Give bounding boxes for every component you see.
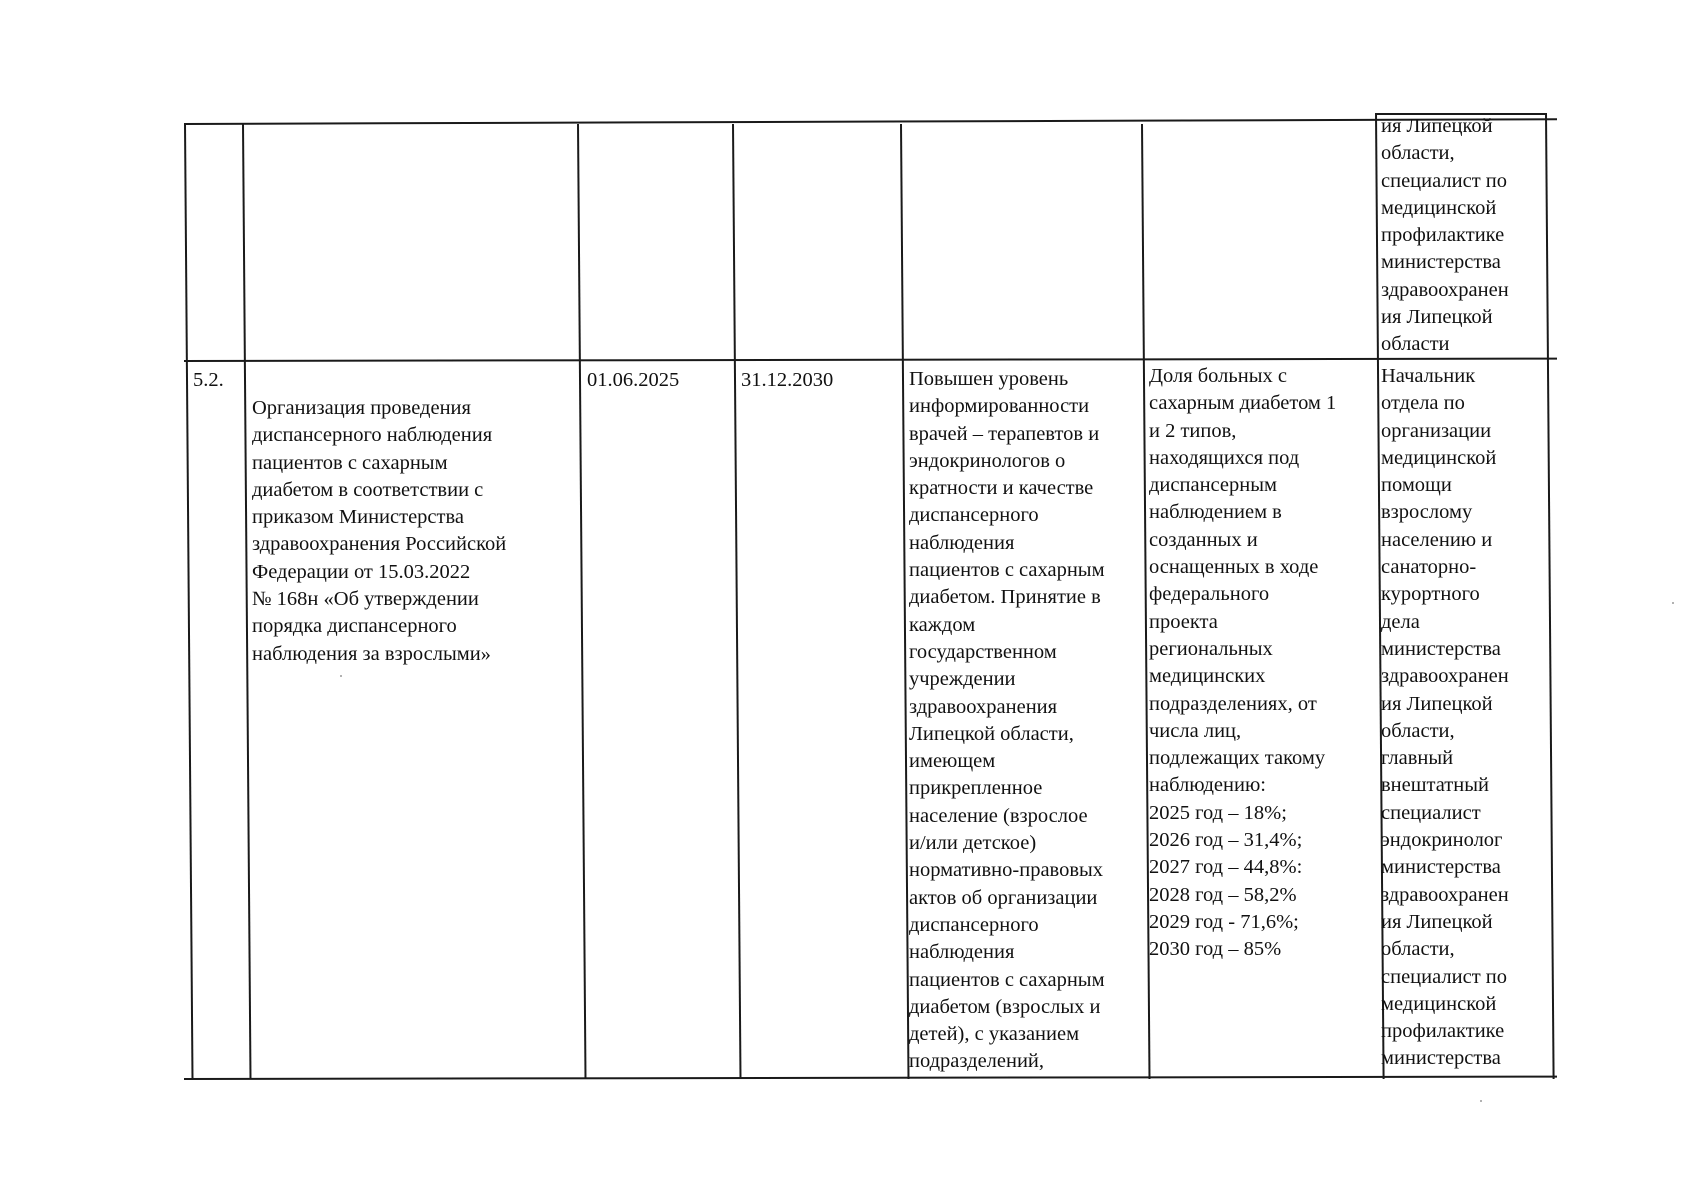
table-bottom-border bbox=[184, 1076, 1557, 1080]
indicator-text: Доля больных с сахарным диабетом 1 и 2 типов, находящихся под диспансерным наблюдением в созданных и оснащенных в ходе федерального проекта региональных медицинских подразделениях, от числа лиц, подлежащих такому наблюдению: 2025 год – 18%; 2026 год – 31,4%; 2027 год – 44,8%: 2028 год – 58,2% 2029 год - 71,6%; 2030 год – 85% bbox=[1149, 365, 1337, 961]
column-border-3 bbox=[732, 124, 742, 1079]
column-border-2 bbox=[577, 124, 587, 1079]
start-date: 01.06.2025 bbox=[587, 369, 680, 391]
plan-table bbox=[184, 113, 1559, 1080]
activity-text: Организация проведения диспансерного наблюдения пациентов с сахарным диабетом в соответствии с приказом Министерства здравоохранения Российской Федерации от 15.03.2022 № 168н «Об утверждении порядка диспансерного наблюдения за взрослыми» bbox=[252, 397, 507, 665]
column-border-right bbox=[1545, 113, 1555, 1079]
column-border-left bbox=[184, 124, 194, 1079]
row-divider bbox=[184, 358, 1557, 362]
scan-speck bbox=[1480, 1100, 1482, 1102]
scan-speck bbox=[1672, 602, 1674, 604]
end-date: 31.12.2030 bbox=[741, 369, 834, 391]
table-top-border bbox=[184, 118, 1557, 125]
scan-speck bbox=[340, 675, 342, 677]
expected-result-text: Повышен уровень информированности врачей – терапевтов и эндокринологов о кратности и качестве диспансерного наблюдения пациентов с сахарным диабетом. Принятие в каждом государственном учреждении здравоохранения Липецкой области, имеющем прикрепленное население (взрослое и/или детское) нормативно-правовых актов об организации диспансерного наблюдения пациентов с сахарным диабетом (взрослых и детей), с указанием подразделений, bbox=[909, 368, 1105, 1073]
responsible-text: Начальник отдела по организации медицинской помощи взрослому населению и санаторно- курортного дела министерства здравоохранен ия Липецкой области, главный внештатный специалист эндокринолог министерства здравоохранен ия Липецкой области, специалист по медицинской профилактике министерства bbox=[1381, 365, 1509, 1070]
column-border-1 bbox=[242, 124, 252, 1079]
row-number: 5.2. bbox=[193, 369, 224, 391]
responsible-continuation-text: ия Липецкой области, специалист по медицинской профилактике министерства здравоохранен ия Липецкой области bbox=[1381, 115, 1509, 356]
